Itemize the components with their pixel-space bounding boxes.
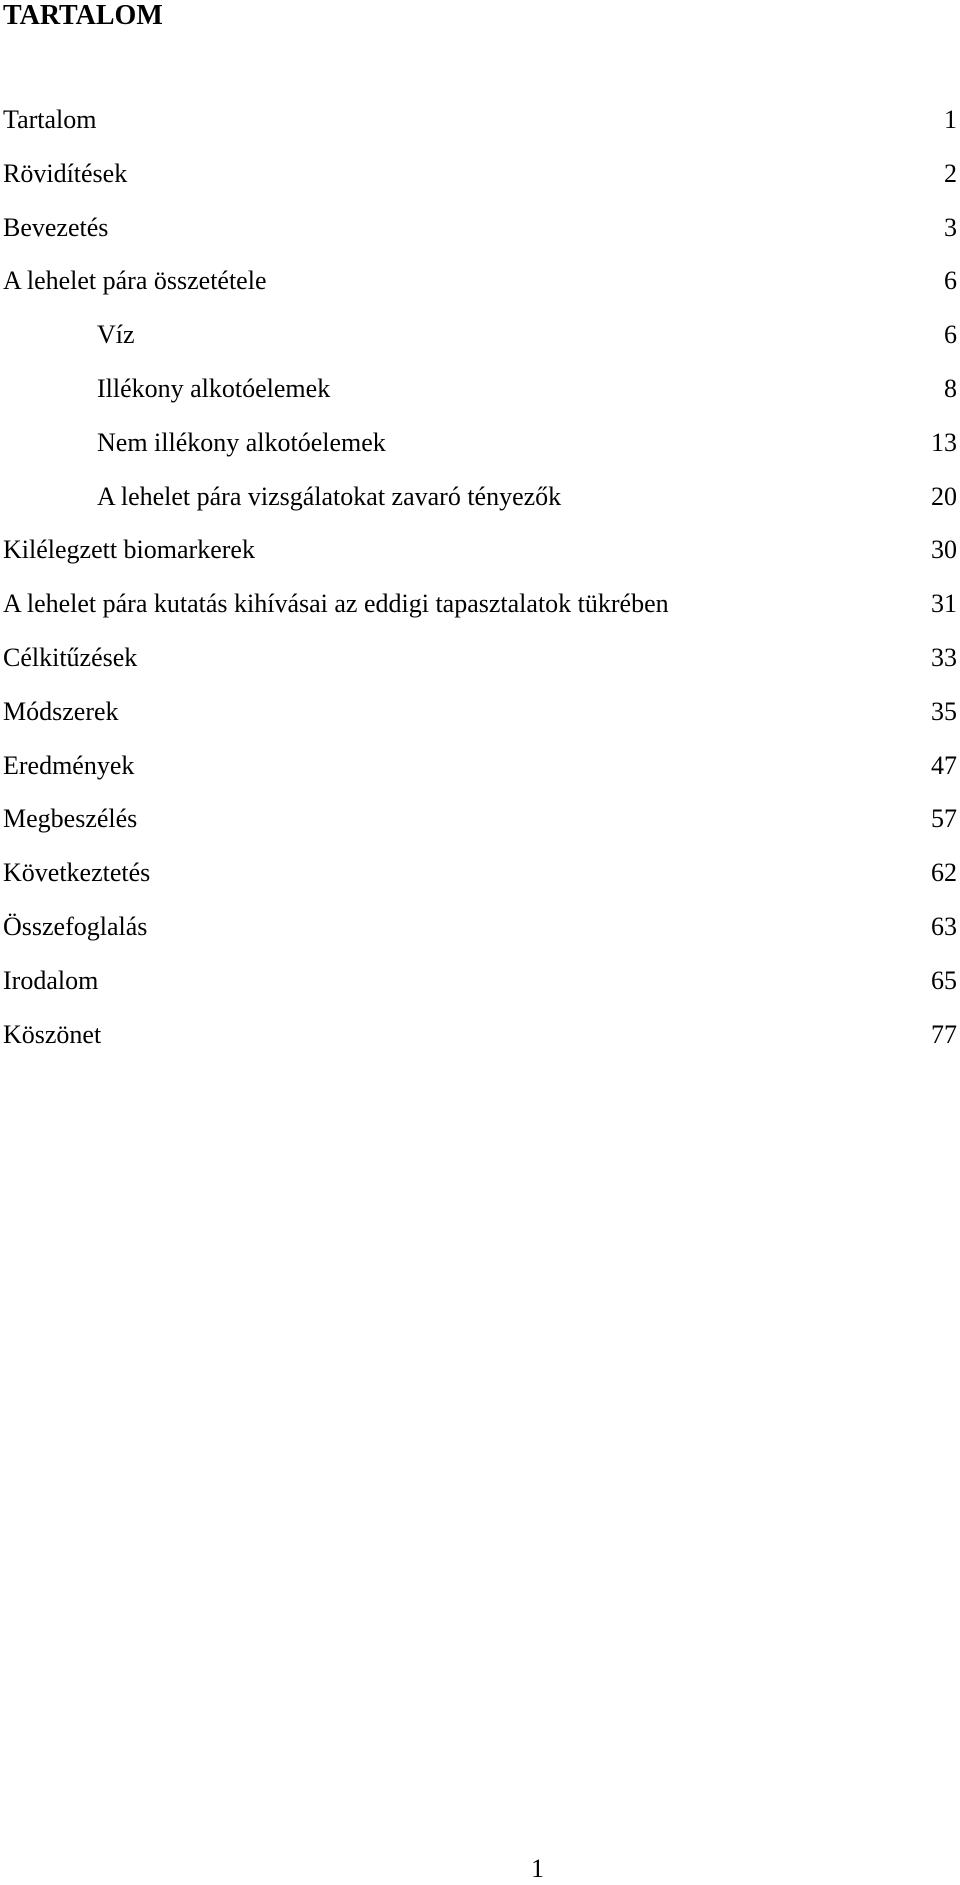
toc-entry-page: 8 xyxy=(944,373,957,403)
toc-entry-title: Összefoglalás xyxy=(3,911,148,941)
toc-entry-page: 63 xyxy=(931,911,957,941)
toc-entry-page: 2 xyxy=(944,158,957,188)
toc-entry-kilelegzett-biomarkerek[interactable] xyxy=(0,535,960,589)
toc-entry-title: Célkitűzések xyxy=(3,642,138,672)
toc-entry-title: Megbeszélés xyxy=(3,804,138,834)
toc-entry-title: A lehelet pára kutatás kihívásai az eddigi tapasztalatok tükrében xyxy=(3,589,669,619)
toc-entry-title: Irodalom xyxy=(3,965,99,995)
toc-entry-megbeszeles[interactable] xyxy=(0,804,960,858)
toc-entry-title: A lehelet pára vizsgálatokat zavaró tényezők xyxy=(97,481,562,511)
toc-entry-title: Módszerek xyxy=(3,696,119,726)
toc-entry-modszerek[interactable] xyxy=(0,697,960,751)
toc-entry-nem-illekony-alkotoelemek[interactable] xyxy=(0,428,960,482)
toc-entry-tartalom[interactable] xyxy=(0,105,960,159)
toc-entry-title: Nem illékony alkotóelemek xyxy=(97,427,386,457)
toc-entry-title: Köszönet xyxy=(3,1019,102,1049)
toc-entry-zavaro-tenyezok[interactable] xyxy=(0,482,960,536)
toc-entry-page: 3 xyxy=(944,212,957,242)
toc-entry-page: 6 xyxy=(944,266,957,296)
toc-entry-koszonet[interactable] xyxy=(0,1020,960,1074)
toc-entry-title: Víz xyxy=(97,320,135,350)
toc-entry-celkituzesek[interactable] xyxy=(0,643,960,697)
toc-entry-page: 57 xyxy=(931,804,957,834)
toc-entry-bevezetes[interactable] xyxy=(0,213,960,267)
toc-entry-page: 77 xyxy=(931,1019,957,1049)
page-title: TARTALOM xyxy=(3,0,163,31)
toc-entry-title: Tartalom xyxy=(3,105,97,134)
toc-entry-irodalom[interactable] xyxy=(0,966,960,1020)
toc-entry-title: Következtetés xyxy=(3,858,151,888)
toc-entry-page: 65 xyxy=(931,965,957,995)
page-number: 1 xyxy=(531,1854,544,1883)
toc-entry-page: 6 xyxy=(944,320,957,350)
toc-entry-illekony-alkotoelemek[interactable] xyxy=(0,374,960,428)
toc-entry-page: 31 xyxy=(931,589,957,619)
toc-entry-title: Eredmények xyxy=(3,750,135,780)
toc-entry-lehelet-para-osszetetele[interactable] xyxy=(0,266,960,320)
toc-entry-page: 35 xyxy=(931,696,957,726)
toc-entry-title: Bevezetés xyxy=(3,212,109,242)
toc-entry-page: 20 xyxy=(931,481,957,511)
toc-entry-title: Illékony alkotóelemek xyxy=(97,373,331,403)
toc-entry-title: Kilélegzett biomarkerek xyxy=(3,535,255,565)
toc-entry-page: 1 xyxy=(944,105,957,134)
toc-entry-page: 62 xyxy=(931,858,957,888)
toc-entry-eredmenyek[interactable] xyxy=(0,751,960,805)
toc-entry-viz[interactable] xyxy=(0,320,960,374)
toc-entry-title: A lehelet pára összetétele xyxy=(3,266,267,296)
toc-entry-kovetkeztetes[interactable] xyxy=(0,858,960,912)
toc-entry-page: 30 xyxy=(931,535,957,565)
toc-entry-kutatas-kihivasai[interactable] xyxy=(0,589,960,643)
toc-entry-osszefoglalas[interactable] xyxy=(0,912,960,966)
toc-entry-title: Rövidítések xyxy=(3,158,128,188)
toc-entry-page: 33 xyxy=(931,642,957,672)
toc-entry-page: 13 xyxy=(931,427,957,457)
table-of-contents xyxy=(0,105,960,1073)
toc-entry-rovidítesek[interactable] xyxy=(0,159,960,213)
toc-entry-page: 47 xyxy=(931,750,957,780)
